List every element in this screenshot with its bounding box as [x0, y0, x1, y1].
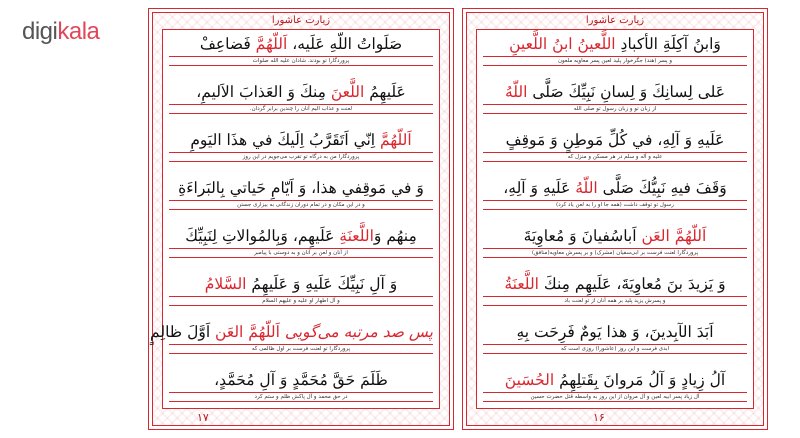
- arabic-line: [150, 320, 433, 344]
- arabic-line: [483, 80, 747, 104]
- right-page-verse-6: [483, 272, 747, 306]
- left-page-verse-3: [169, 128, 433, 162]
- left-page-verse-2: [169, 80, 433, 114]
- right-page-verse-5: [483, 224, 747, 258]
- arabic-phrase: وَقَفَ فيهِ نَبِيُّكَ صَلَّى: [597, 179, 727, 197]
- arabic-phrase: وَابنُ آكِلَةِ الأكبادِ: [615, 35, 721, 53]
- translation-line: لعنت و عذاب الیم آنان را چندین برابر گردان.: [169, 104, 433, 114]
- highlighted-phrase: اللَّعنَةِ: [339, 227, 374, 245]
- right-page-verse-7: [483, 320, 747, 354]
- arabic-line: [169, 224, 433, 248]
- translation-line: و در این مکان و در تمام دوران زندگانی به بیزاری جستن: [169, 200, 433, 210]
- highlighted-phrase: الحُسَينَ: [504, 371, 555, 389]
- right-page-number: ۱۶: [593, 411, 605, 424]
- right-page-border: [466, 12, 764, 426]
- right-page-verse-1: [483, 32, 747, 66]
- translation-line: و آل اطهار او علیه و علیهم السلام: [169, 296, 433, 306]
- translation-line: پروردگارا تو لعنت فرست بر اول ظالمی که: [169, 344, 433, 354]
- arabic-phrase: مِنكَ وَ العَذابَ الاَليمِ،: [196, 83, 331, 101]
- arabic-line: [169, 32, 433, 56]
- arabic-phrase: اِنّي اَتَقَرَّبُ اِلَيكَ في هذَا اليَومِ: [190, 131, 381, 149]
- left-page-number: ۱۷: [197, 411, 209, 424]
- arabic-line: [169, 80, 433, 104]
- arabic-line: [483, 128, 747, 152]
- highlighted-phrase: السَّلامُ: [204, 275, 247, 293]
- digikala-logo: [22, 18, 99, 46]
- translation-line: پروردگارا لعنت فرست بر ابی‌سفیان (مشرک) و بر پسرش معاویه(منافق): [483, 248, 747, 258]
- translation-line: پروردگارا تو بودند. شادان علیه الله صلوات: [169, 56, 433, 66]
- logo-part-kala: kala: [57, 18, 100, 45]
- left-page: [148, 8, 454, 430]
- arabic-line: [483, 32, 747, 56]
- translation-line: پروردگارا من به درگاه تو تقرب می‌جویم در این روز: [169, 152, 433, 162]
- arabic-phrase: عَلى لِسانِكَ وَ لِسانِ نَبِيِّكَ صَلَّى: [527, 83, 726, 101]
- left-page-verse-7: [150, 320, 433, 354]
- highlighted-phrase: پس صد مرتبه می‌گویی: [284, 323, 433, 341]
- arabic-phrase: اَباسُفيانَ وَ مُعاوِيَةَ: [523, 227, 642, 245]
- highlighted-phrase: اللَّعينُ ابنُ اللَّعينِ: [509, 35, 616, 53]
- highlighted-phrase: اَللّهُمَّ العَن: [641, 227, 707, 245]
- translation-line: رسول تو توقف داشت (همه جا او را به لعن یاد کرد): [483, 200, 747, 210]
- right-page-verse-8: [483, 368, 747, 402]
- right-page-text-frame: [476, 29, 754, 409]
- arabic-phrase: صَلَواتُ اللّهِ عَلَيه،: [292, 35, 403, 53]
- highlighted-phrase: اَللّهُمَّ: [250, 35, 293, 53]
- right-page-verse-2: [483, 80, 747, 114]
- highlighted-phrase: اللّهُ: [575, 179, 598, 197]
- right-page-header: زیارت عاشورا: [585, 15, 645, 26]
- left-page-verse-1: [169, 32, 433, 66]
- translation-line: از زبان تو و زبان رسول تو صلی الله: [483, 104, 747, 114]
- arabic-line: [483, 176, 747, 200]
- arabic-phrase: اَبَدَ الآبِدينَ، وَ هذا يَومٌ فَرِحَت بِهِ: [516, 323, 714, 341]
- arabic-phrase: عَلَيهِ وَ آلِهِ،: [503, 179, 576, 197]
- translation-line: و پسر (هند) جگرخوار پلید لعین پسر معاویه ملعون: [483, 56, 747, 66]
- arabic-line: [483, 272, 747, 296]
- left-page-verse-5: [169, 224, 433, 258]
- translation-line: ابدی فرست و این روز (عاشورا) روزی است که: [483, 344, 747, 354]
- right-page-verse-3: [483, 128, 747, 162]
- highlighted-phrase: اَللّهُمَّ العَن: [210, 323, 285, 341]
- left-page-verse-8: [169, 368, 433, 402]
- arabic-phrase: مِنهُم وَ: [373, 227, 417, 245]
- arabic-phrase: عَلَيهِمُ: [364, 83, 406, 101]
- left-page-text-frame: [150, 29, 440, 409]
- left-page-header: زیارت عاشورا: [271, 15, 331, 26]
- translation-line: و پسرش یزید پلید بر همه آنان از تو لعنت باد: [483, 296, 747, 306]
- arabic-line: [169, 176, 433, 200]
- logo-part-digi: digi: [22, 18, 58, 45]
- arabic-phrase: آلُ زِيادٍ وَ آلُ مَروانَ بِقَتلِهِمُ: [554, 371, 726, 389]
- highlighted-phrase: اللَّعنَةُ: [504, 275, 539, 293]
- arabic-line: [169, 272, 433, 296]
- arabic-line: [483, 368, 747, 392]
- translation-line: در حق محمد و آل پاکش ظلم و ستم کرد: [169, 392, 433, 402]
- arabic-phrase: ظَلَمَ حَقَّ مُحَمَّدٍ وَ آلِ مُحَمَّدٍ،: [214, 371, 388, 389]
- arabic-phrase: وَ يَزيدَ بنَ مُعاوِيَةَ، عَلَيهِم مِنكَ: [538, 275, 726, 293]
- arabic-line: [169, 368, 433, 392]
- arabic-line: [483, 224, 747, 248]
- highlighted-phrase: اَللّهُمَّ: [380, 131, 412, 149]
- arabic-phrase: عَلَيهِم، وَبِالمُوالاتِ لِنَبِيِّكَ: [185, 227, 340, 245]
- right-page: [462, 8, 768, 430]
- arabic-phrase: اَوَّلَ ظالِمٍ: [150, 323, 211, 341]
- arabic-phrase: عَلَيهِ وَ آلِهِ، في كُلِّ مَوطِنٍ وَ مَوقِفٍ: [505, 131, 725, 149]
- left-page-verse-4: [169, 176, 433, 210]
- arabic-phrase: وَ آلِ نَبِيِّكَ عَلَيهِ وَ عَلَيهِمُ: [246, 275, 398, 293]
- translation-line: علیه و آله و سلم در هر مسکن و منزل که: [483, 152, 747, 162]
- translation-line: آل زیاد پسر ابیه لعین و آل مروان از این روز به واسطه قتل حضرت حسین: [483, 392, 747, 402]
- highlighted-phrase: اللّهُ: [504, 83, 528, 101]
- left-page-border: [152, 12, 450, 426]
- highlighted-phrase: اللَّعنَ: [330, 83, 365, 101]
- left-page-verse-6: [169, 272, 433, 306]
- arabic-line: [483, 320, 747, 344]
- translation-line: از آنان و لعن بر آنان و به دوستی با پیامبر: [169, 248, 433, 258]
- arabic-phrase: فَضاعِفْ: [199, 35, 251, 53]
- right-page-verse-4: [483, 176, 747, 210]
- arabic-phrase: وَ في مَوقِفي هذا، وَ اَيّامِ حَياتي بِالبَراءَةِ: [178, 179, 424, 197]
- arabic-line: [169, 128, 433, 152]
